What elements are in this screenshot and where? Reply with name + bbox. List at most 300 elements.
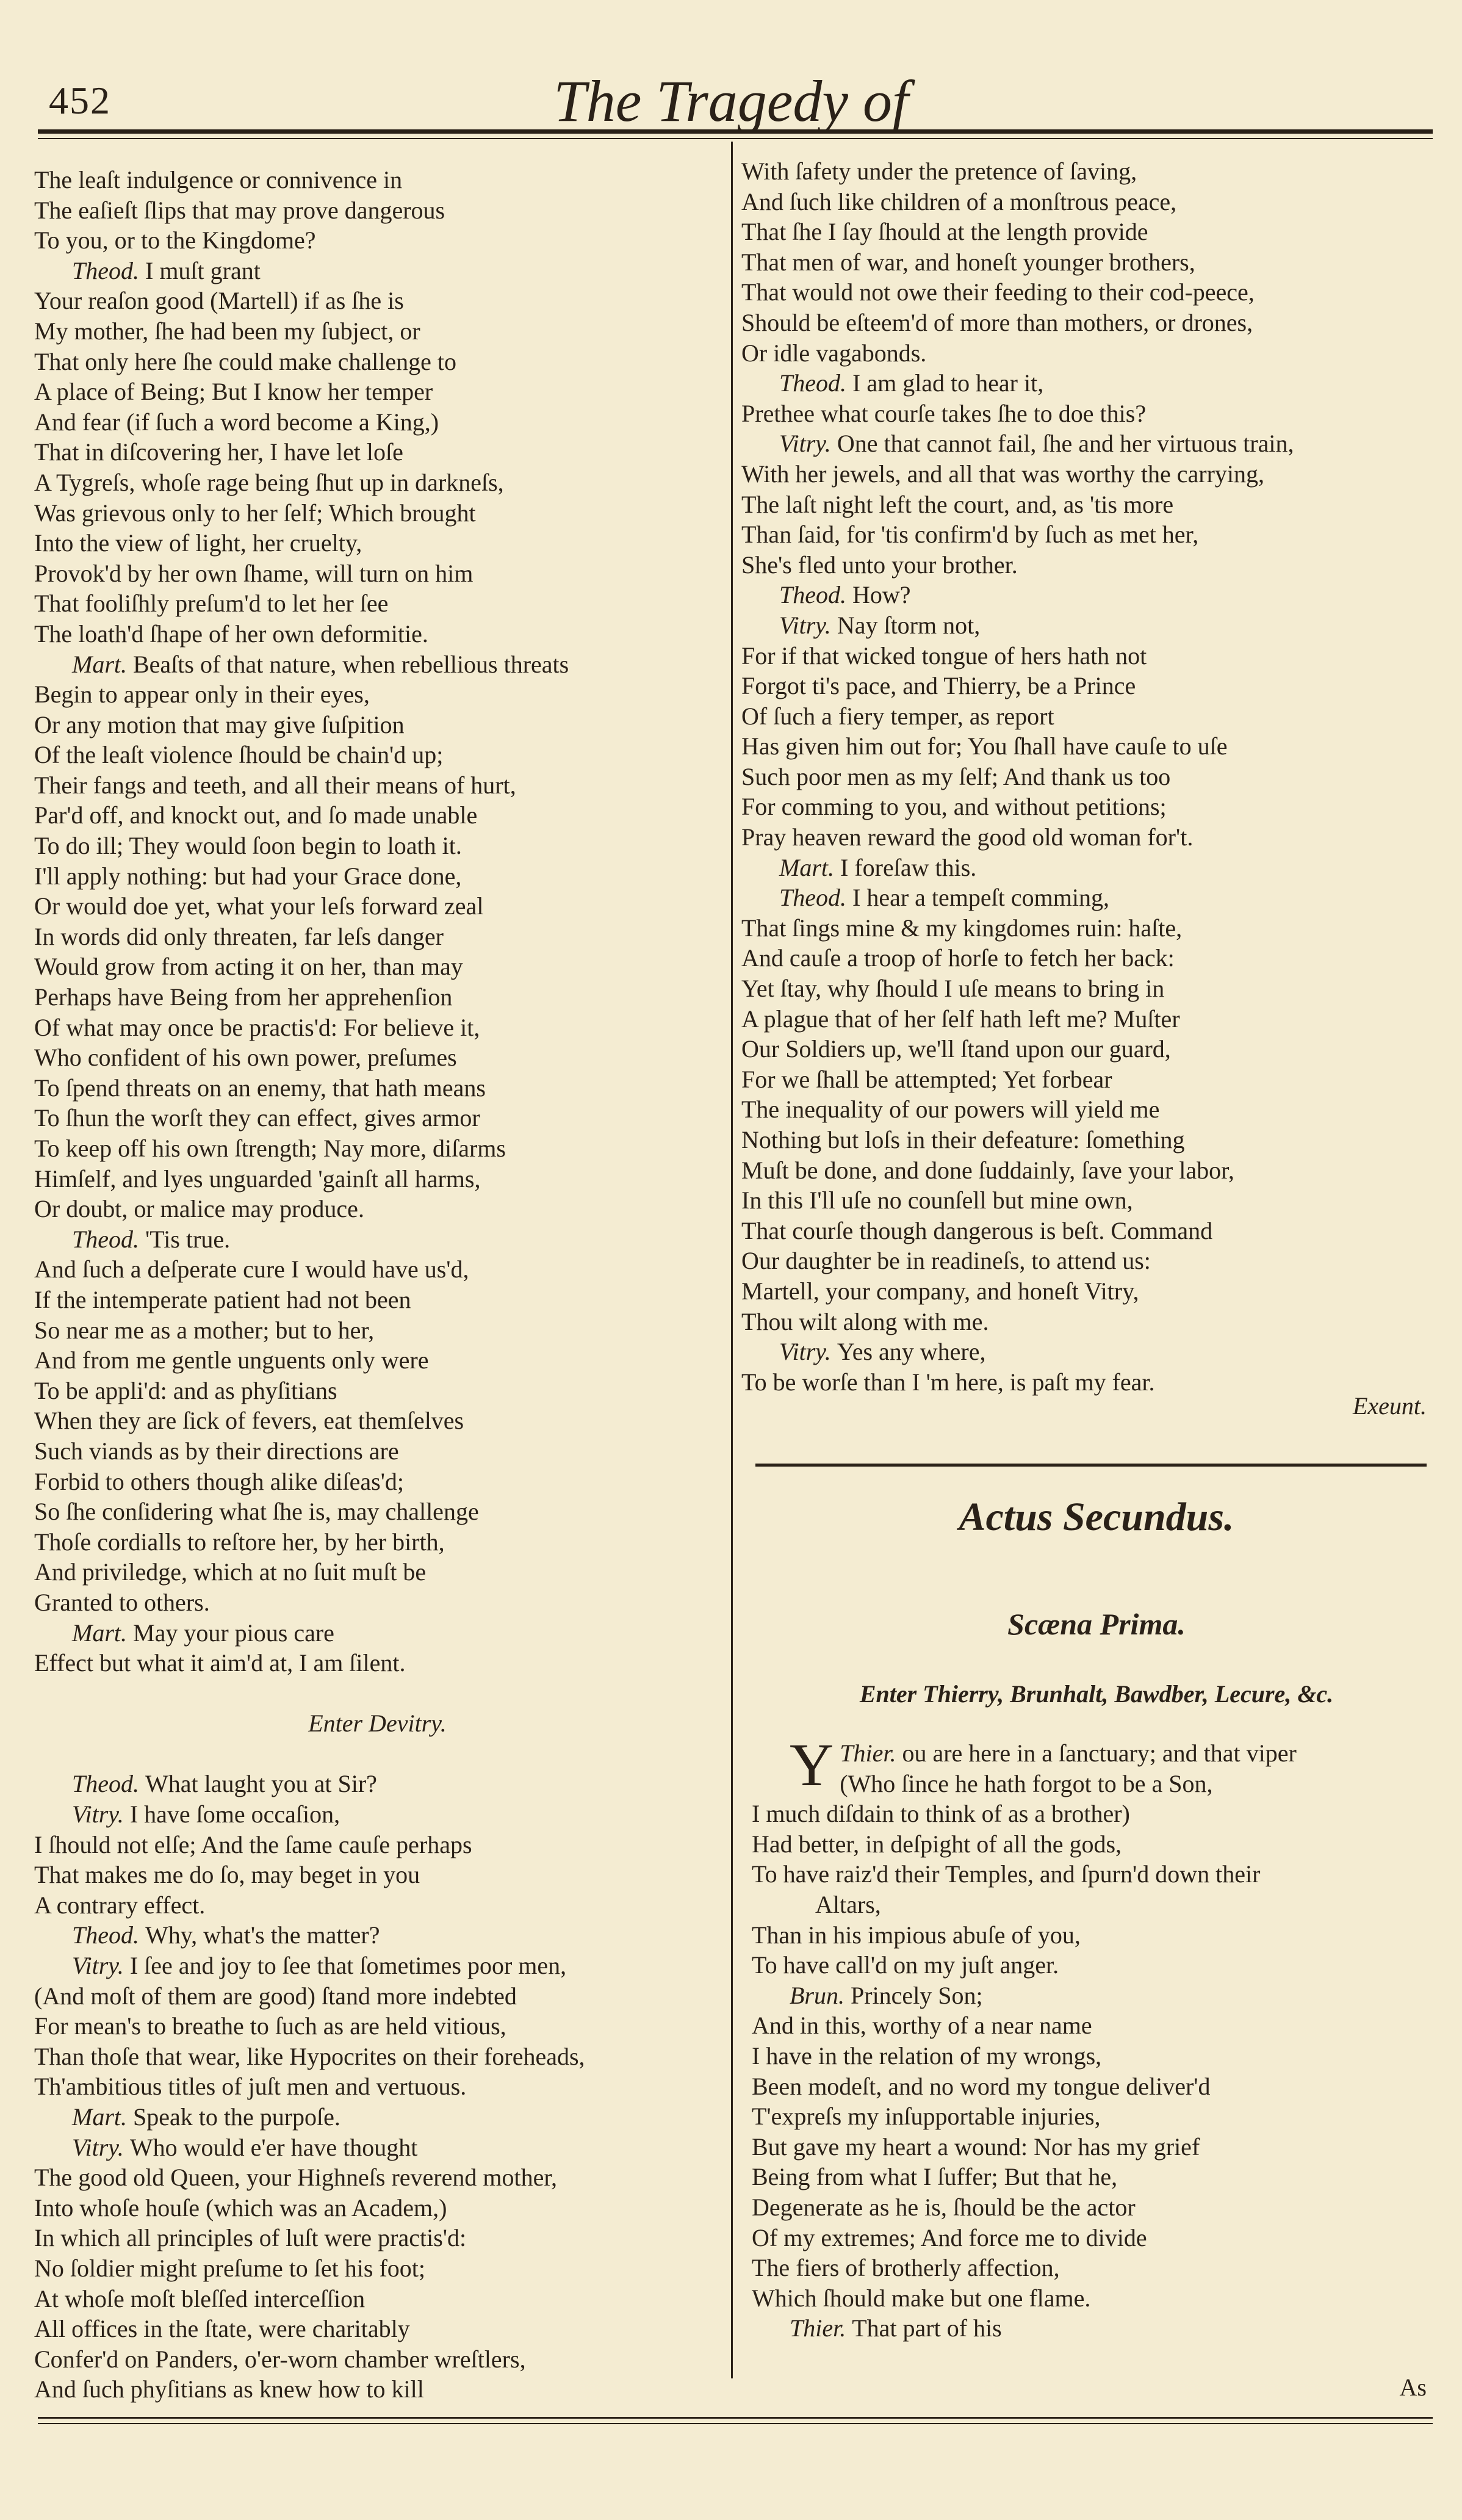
speech-start-line <box>34 1769 721 1799</box>
verse-line <box>34 770 721 801</box>
blank-line <box>34 1739 721 1769</box>
verse-line <box>741 1094 1434 1125</box>
verse-line <box>741 973 1434 1004</box>
verse-line <box>34 1981 721 2012</box>
speech-start-line <box>34 1951 721 1981</box>
line-text: Pray heaven reward the good old woman for't. <box>741 823 1194 851</box>
line-text: Had better, in deſpight of all the gods, <box>752 1830 1122 1858</box>
verse-line <box>34 1890 721 1921</box>
line-text: Begin to appear only in their eyes, <box>34 681 370 709</box>
line-text: (Who ſince he hath forgot to be a Son, <box>840 1769 1213 1797</box>
bottom-rule <box>38 2417 1433 2419</box>
line-text: How? <box>852 581 911 609</box>
line-text: Provok'd by her own ſhame, will turn on him <box>34 559 474 587</box>
verse-line <box>34 1830 721 1860</box>
speaker-name: Theod. <box>72 256 139 284</box>
verse-line <box>752 2041 1438 2071</box>
verse-line <box>34 2374 721 2405</box>
line-text: Of the leaſt violence ſhould be chain'd up; <box>34 741 444 769</box>
line-text: With her jewels, and all that was worthy the carrying, <box>741 460 1265 488</box>
running-title: The Tragedy of <box>553 68 909 134</box>
verse-line <box>752 2071 1438 2102</box>
line-text: For comming to you, and without petitions; <box>741 793 1167 821</box>
speech-start-line <box>741 580 1434 610</box>
verse-line <box>34 1315 721 1346</box>
line-text: I hear a tempeſt comming, <box>852 884 1109 912</box>
line-text: Such poor men as my ſelf; And thank us too <box>741 762 1171 790</box>
verse-line <box>34 1042 721 1073</box>
speech-start-line <box>34 1799 721 1830</box>
line-text: And priviledge, which at no ſuit muſt be <box>34 1558 427 1586</box>
line-text: A place of Being; But I know her temper <box>34 378 433 406</box>
verse-line <box>741 550 1434 580</box>
line-text: To have call'd on my juſt anger. <box>752 1951 1059 1979</box>
speaker-name: Vitry. <box>779 1338 831 1366</box>
line-text: The leaſt indulgence or connivence in <box>34 166 403 193</box>
line-text: Granted to others. <box>34 1588 210 1616</box>
line-text: The good old Queen, your Highneſs reverend mother, <box>34 2164 558 2192</box>
verse-line <box>34 407 721 438</box>
line-text: Yet ſtay, why ſhould I uſe means to bring in <box>741 975 1165 1003</box>
verse-line <box>34 1436 721 1467</box>
line-text: To ſhun the worſt they can effect, gives armor <box>34 1104 480 1132</box>
line-text: No ſoldier might preſume to ſet his foot; <box>34 2254 426 2282</box>
verse-line <box>741 277 1434 308</box>
catchword: As <box>1399 2374 1427 2401</box>
line-text: I much diſdain to think of as a brother) <box>752 1800 1130 1828</box>
line-text: If the intemperate patient had not been <box>34 1285 411 1313</box>
line-text: And fear (if ſuch a word become a King,) <box>34 408 439 436</box>
verse-line <box>34 286 721 316</box>
line-text: And ſuch a deſperate cure I would have us'd, <box>34 1255 469 1283</box>
line-text: The inequality of our powers will yield me <box>741 1096 1160 1124</box>
verse-line <box>34 1467 721 1497</box>
line-text: What laught you at Sir? <box>145 1770 377 1798</box>
verse-line <box>34 558 721 589</box>
verse-line <box>752 2132 1438 2162</box>
line-text: Perhaps have Being from her apprehenſion <box>34 983 453 1011</box>
verse-line <box>752 2101 1438 2132</box>
verse-line <box>34 2162 721 2193</box>
verse-line <box>741 701 1434 732</box>
line-text: But gave my heart a wound: Nor has my grief <box>752 2132 1200 2161</box>
line-text: Princely Son; <box>851 1981 983 2009</box>
line-text: That would not owe their feeding to their cod-peece, <box>741 278 1255 306</box>
verse-line <box>741 1185 1434 1216</box>
verse-line <box>34 528 721 558</box>
line-text: Than thoſe that wear, like Hypocrites on their foreheads, <box>34 2042 585 2070</box>
line-text: Prethee what courſe takes ſhe to doe this? <box>741 399 1147 427</box>
line-text: May your pious care <box>133 1619 334 1647</box>
verse-line <box>741 1216 1434 1246</box>
line-text: The laſt night left the court, and, as 'tis more <box>741 490 1174 518</box>
line-text: I ſee and joy to ſee that ſometimes poor men, <box>129 1952 567 1980</box>
verse-line <box>741 217 1434 247</box>
line-text: Our daughter be in readineſs, to attend us: <box>741 1247 1151 1275</box>
verse-line <box>34 740 721 770</box>
page-number: 452 <box>49 79 111 122</box>
verse-line <box>741 1307 1434 1337</box>
left-column <box>34 165 721 2405</box>
speaker-name: Thier. <box>840 1739 896 1767</box>
verse-line <box>752 2162 1438 2192</box>
line-text: Should be eſteem'd of more than mothers, or drones, <box>741 308 1253 336</box>
verse-line <box>34 710 721 740</box>
verse-line <box>34 1103 721 1133</box>
verse-line <box>741 338 1434 369</box>
line-text: Been modeſt, and no word my tongue deliver'd <box>752 2072 1211 2100</box>
verse-line <box>34 922 721 952</box>
line-text: To be worſe than I 'm here, is paſt my fear. <box>741 1368 1155 1396</box>
verse-line <box>752 1829 1438 1860</box>
line-text: Into the view of light, her cruelty, <box>34 529 362 557</box>
line-text: Speak to the purpoſe. <box>133 2103 340 2131</box>
verse-line <box>741 519 1434 550</box>
line-text: ou are here in a ſanctuary; and that viper <box>902 1739 1297 1767</box>
line-text: For mean's to breathe to ſuch as are held vitious, <box>34 2012 506 2040</box>
speech-start-line <box>34 2132 721 2163</box>
line-text: Of my extremes; And force me to divide <box>752 2223 1147 2251</box>
verse-line <box>34 1406 721 1436</box>
line-text: I foreſaw this. <box>840 853 977 881</box>
scene-speech-column <box>752 1731 1438 2344</box>
verse-line <box>34 468 721 498</box>
verse-line <box>741 156 1434 187</box>
verse-line <box>34 2314 721 2344</box>
line-text: That fooliſhly preſum'd to let her ſee <box>34 590 389 618</box>
verse-line <box>741 308 1434 338</box>
speech-start-line <box>741 610 1434 641</box>
verse-line <box>34 831 721 861</box>
line-text: And ſuch like children of a monſtrous peace, <box>741 187 1177 215</box>
line-text: Or any motion that may give ſuſpition <box>34 710 405 738</box>
line-text: A contrary effect. <box>34 1891 206 1919</box>
speaker-name: Mart. <box>779 853 834 881</box>
verse-line <box>34 1073 721 1103</box>
verse-line <box>34 2223 721 2253</box>
speech-start-line <box>752 2313 1438 2344</box>
speech-start-line <box>752 1980 1438 2011</box>
verse-line <box>34 891 721 922</box>
speaker-name: Mart. <box>72 650 127 678</box>
verse-line <box>752 1799 1438 1829</box>
verse-line <box>752 1950 1438 1980</box>
stage-direction: Enter Devitry. <box>308 1709 447 1738</box>
speaker-name: Theod. <box>779 581 846 609</box>
line-text: Why, what's the matter? <box>145 1921 380 1949</box>
line-text: Th'ambitious titles of juſt men and vertuous. <box>34 2073 467 2101</box>
verse-line <box>741 822 1434 853</box>
top-rule <box>38 129 1433 134</box>
verse-line <box>34 437 721 468</box>
speaker-name: Brun. <box>790 1981 844 2009</box>
speech-start-line <box>741 1337 1434 1367</box>
speaker-name: Theod. <box>72 1225 139 1253</box>
drop-cap: Y <box>790 1731 834 1799</box>
verse-line <box>34 1345 721 1376</box>
speech-start-line <box>741 883 1434 913</box>
verse-line <box>34 982 721 1013</box>
verse-line <box>34 347 721 377</box>
speech-start-line <box>34 1224 721 1255</box>
line-text: Altars, <box>815 1890 881 1918</box>
verse-line <box>34 1527 721 1558</box>
line-text: That courſe though dangerous is beſt. Command <box>741 1216 1213 1244</box>
speech-start-line <box>741 853 1434 883</box>
line-text: To have raiz'd their Temples, and ſpurn'd down their <box>752 1860 1261 1888</box>
column-divider <box>731 142 733 2378</box>
line-text: To keep off his own ſtrength; Nay more, diſarms <box>34 1135 506 1162</box>
top-rule-thin <box>38 138 1433 139</box>
speech-start-line <box>34 1618 721 1648</box>
line-text: So near me as a mother; but to her, <box>34 1316 375 1344</box>
line-text: To be appli'd: and as phyſitians <box>34 1376 337 1404</box>
line-text: In words did only threaten, far leſs danger <box>34 922 444 950</box>
line-text: The fiers of brotherly affection, <box>752 2254 1060 2282</box>
speaker-name: Vitry. <box>779 611 831 639</box>
verse-line <box>34 1194 721 1224</box>
line-text: And from me gentle unguents only were <box>34 1346 429 1374</box>
line-text: To you, or to the Kingdome? <box>34 226 316 255</box>
verse-line <box>741 1004 1434 1034</box>
verse-line <box>34 1587 721 1618</box>
verse-line <box>741 943 1434 973</box>
line-text: That only here ſhe could make challenge to <box>34 347 456 375</box>
line-text: And ſuch phyſitians as knew how to kill <box>34 2375 424 2403</box>
line-text: Was grievous only to her ſelf; Which brought <box>34 499 476 527</box>
line-text: Degenerate as he is, ſhould be the actor <box>752 2193 1136 2221</box>
speaker-name: Vitry. <box>72 2133 124 2161</box>
speech-start-line <box>34 2102 721 2132</box>
line-text: Our Soldiers up, we'll ſtand upon our guard, <box>741 1035 1171 1063</box>
verse-line <box>34 165 721 195</box>
verse-line <box>741 1125 1434 1155</box>
line-text: I am glad to hear it, <box>852 369 1044 397</box>
bottom-rule-thin <box>38 2423 1433 2424</box>
line-text: I have in the relation of my wrongs, <box>752 2042 1102 2070</box>
line-text: Confer'd on Panders, o'er-worn chamber wreſtlers, <box>34 2345 526 2373</box>
act-rule <box>755 1464 1427 1467</box>
speaker-name: Vitry. <box>779 430 831 458</box>
speech-start-line <box>741 368 1434 399</box>
verse-line <box>741 489 1434 520</box>
line-text: Muſt be done, and done ſuddainly, ſave your labor, <box>741 1156 1234 1184</box>
line-text: In this I'll uſe no counſell but mine own, <box>741 1186 1133 1215</box>
verse-line <box>34 1496 721 1527</box>
line-text: Himſelf, and lyes unguarded 'gainſt all harms, <box>34 1164 481 1193</box>
line-text: Forbid to others though alike diſeas'd; <box>34 1467 405 1495</box>
line-text: A plague that of her ſelf hath left me? Muſter <box>741 1005 1180 1033</box>
verse-line <box>741 187 1434 217</box>
line-text: And in this, worthy of a near name <box>752 2012 1092 2040</box>
verse-line <box>752 1890 1438 1920</box>
speech-start-line <box>34 649 721 680</box>
line-text: Beaſts of that nature, when rebellious threats <box>133 650 569 678</box>
right-column <box>741 156 1434 1397</box>
verse-line <box>741 671 1434 701</box>
verse-line <box>741 731 1434 762</box>
line-text: I have ſome occaſion, <box>129 1800 340 1829</box>
verse-line <box>34 377 721 407</box>
verse-line <box>34 619 721 649</box>
line-text: Or doubt, or malice may produce. <box>34 1195 364 1223</box>
verse-line <box>34 2042 721 2072</box>
line-text: With ſafety under the pretence of ſaving, <box>741 157 1137 185</box>
verse-line <box>741 762 1434 792</box>
verse-line <box>34 2284 721 2314</box>
line-text: Nay ſtorm not, <box>837 611 981 639</box>
verse-line <box>34 1013 721 1043</box>
verse-line <box>34 498 721 529</box>
line-text: Forgot ti's pace, and Thierry, be a Prince <box>741 672 1136 700</box>
speaker-name: Theod. <box>779 884 846 912</box>
speaker-name: Theod. <box>72 1921 139 1949</box>
verse-line <box>741 1034 1434 1064</box>
line-text: One that cannot fail, ſhe and her virtuous train, <box>837 430 1294 458</box>
verse-line <box>741 247 1434 278</box>
line-text: In which all principles of luſt were practis'd: <box>34 2224 467 2252</box>
verse-line <box>752 2253 1438 2283</box>
line-text: Which ſhould make but one flame. <box>752 2284 1091 2312</box>
verse-line <box>741 1246 1434 1276</box>
line-text: She's fled unto your brother. <box>741 551 1018 579</box>
verse-line <box>34 679 721 710</box>
line-text: Who confident of his own power, preſumes <box>34 1044 457 1072</box>
line-text: The eaſieſt ſlips that may prove dangerous <box>34 196 445 224</box>
line-text: I ſhould not elſe; And the ſame cauſe perhaps <box>34 1830 472 1858</box>
speaker-name: Theod. <box>779 369 846 397</box>
line-text: For if that wicked tongue of hers hath not <box>741 641 1147 670</box>
line-text: That makes me do ſo, may beget in you <box>34 1861 420 1889</box>
speaker-name: Mart. <box>72 2103 127 2131</box>
line-text: Yes any where, <box>837 1338 986 1366</box>
verse-line <box>34 1557 721 1587</box>
line-text: My mother, ſhe had been my ſubject, or <box>34 317 420 345</box>
line-text: (And moſt of them are good) ſtand more indebted <box>34 1982 517 2010</box>
line-text: And cauſe a troop of horſe to fetch her back: <box>741 944 1175 972</box>
line-text: Than in his impious abuſe of you, <box>752 1921 1081 1949</box>
line-text: The loath'd ſhape of her own deformitie. <box>34 619 428 648</box>
verse-line <box>34 951 721 982</box>
line-text: That in diſcovering her, I have let loſe <box>34 438 403 466</box>
verse-line <box>34 861 721 892</box>
line-text: To ſpend threats on an enemy, that hath means <box>34 1074 486 1102</box>
verse-line <box>34 1860 721 1890</box>
line-text: When they are ſick of fevers, eat themſelves <box>34 1407 464 1435</box>
verse-line <box>34 2071 721 2102</box>
line-text: Into whoſe houſe (which was an Academ,) <box>34 2193 447 2222</box>
verse-line <box>752 1859 1438 1890</box>
verse-line <box>34 1254 721 1285</box>
speaker-name: Vitry. <box>72 1800 124 1829</box>
scene-title: Scæna Prima. <box>1007 1607 1186 1641</box>
line-text: Par'd off, and knockt out, and ſo made unable <box>34 801 478 829</box>
verse-line <box>741 1155 1434 1186</box>
verse-line <box>752 2192 1438 2223</box>
line-text: At whoſe moſt bleſſed interceſſion <box>34 2284 366 2312</box>
line-text: Thou wilt along with me. <box>741 1307 989 1335</box>
verse-line <box>741 459 1434 489</box>
line-text: Being from what I ſuffer; But that he, <box>752 2163 1118 2191</box>
line-text: I'll apply nothing: but had your Grace done, <box>34 862 462 890</box>
verse-line <box>34 1164 721 1194</box>
line-text: 'Tis true. <box>145 1225 231 1253</box>
speech-start-line <box>34 256 721 286</box>
line-text: That ſhe I ſay ſhould at the length provide <box>741 218 1148 246</box>
line-text: Martell, your company, and honeſt Vitry, <box>741 1277 1139 1305</box>
line-text: Nothing but loſs in their defeature: ſomething <box>741 1126 1185 1153</box>
line-text: So ſhe conſidering what ſhe is, may challenge <box>34 1498 479 1526</box>
speech-start-line <box>34 1920 721 1951</box>
verse-line <box>752 1920 1438 1951</box>
verse-line <box>34 2344 721 2375</box>
line-text: Effect but what it aim'd at, I am ſilent. <box>34 1649 406 1677</box>
verse-line <box>752 2223 1438 2253</box>
speech-start-line <box>741 428 1434 459</box>
line-text: Such viands as by their directions are <box>34 1437 399 1465</box>
line-text: Has given him out for; You ſhall have cauſe to uſe <box>741 732 1228 760</box>
verse-line <box>34 2011 721 2042</box>
verse-line <box>34 2253 721 2284</box>
verse-line <box>34 316 721 347</box>
exeunt-direction: Exeunt. <box>1352 1392 1427 1420</box>
verse-line <box>741 1276 1434 1307</box>
verse-line <box>34 800 721 831</box>
verse-line <box>34 2193 721 2223</box>
line-text: Or idle vagabonds. <box>741 339 927 367</box>
line-text: Thoſe cordialls to reſtore her, by her birth, <box>34 1528 445 1556</box>
verse-line <box>34 1133 721 1164</box>
verse-line <box>741 1064 1434 1095</box>
line-text: That men of war, and honeſt younger brothers, <box>741 248 1195 276</box>
line-text: A Tygreſs, whoſe rage being ſhut up in darkneſs, <box>34 468 504 496</box>
line-text: Who would e'er have thought <box>129 2133 418 2161</box>
speaker-name: Mart. <box>72 1619 127 1647</box>
line-text: Or would doe yet, what your leſs forward zeal <box>34 892 484 920</box>
speaker-name: Theod. <box>72 1770 139 1798</box>
verse-line <box>752 2010 1438 2041</box>
line-text: To do ill; They would ſoon begin to loath it. <box>34 832 462 860</box>
verse-line <box>741 1367 1434 1398</box>
verse-line <box>741 913 1434 944</box>
line-text: I muſt grant <box>145 256 261 284</box>
verse-line <box>752 2283 1438 2314</box>
blank-line <box>34 1678 721 1709</box>
line-text: Of ſuch a fiery temper, as report <box>741 702 1054 730</box>
verse-line <box>34 225 721 256</box>
verse-line <box>34 1285 721 1315</box>
verse-line <box>752 1769 1438 1799</box>
line-text: That ſings mine & my kingdomes ruin: haſte, <box>741 914 1183 942</box>
line-text: All offices in the ſtate, were charitably <box>34 2315 410 2343</box>
line-text: For we ſhall be attempted; Yet forbear <box>741 1065 1112 1093</box>
verse-line <box>34 1376 721 1406</box>
speaker-name: Thier. <box>790 2314 846 2342</box>
act-title: Actus Secundus. <box>959 1495 1234 1539</box>
line-text: T'expreſs my inſupportable injuries, <box>752 2103 1101 2131</box>
verse-line <box>741 641 1434 671</box>
line-text: Would grow from acting it on her, than may <box>34 953 463 981</box>
verse-line <box>34 588 721 619</box>
speaker-name: Vitry. <box>72 1952 124 1980</box>
line-text: That part of his <box>852 2314 1002 2342</box>
line-text: Their fangs and teeth, and all their means of hurt, <box>34 771 516 799</box>
verse-line <box>34 195 721 226</box>
line-text: Of what may once be practis'd: For believe it, <box>34 1013 480 1041</box>
verse-line <box>741 399 1434 429</box>
line-text: Your reaſon good (Martell) if as ſhe is <box>34 287 404 315</box>
verse-line <box>741 792 1434 822</box>
